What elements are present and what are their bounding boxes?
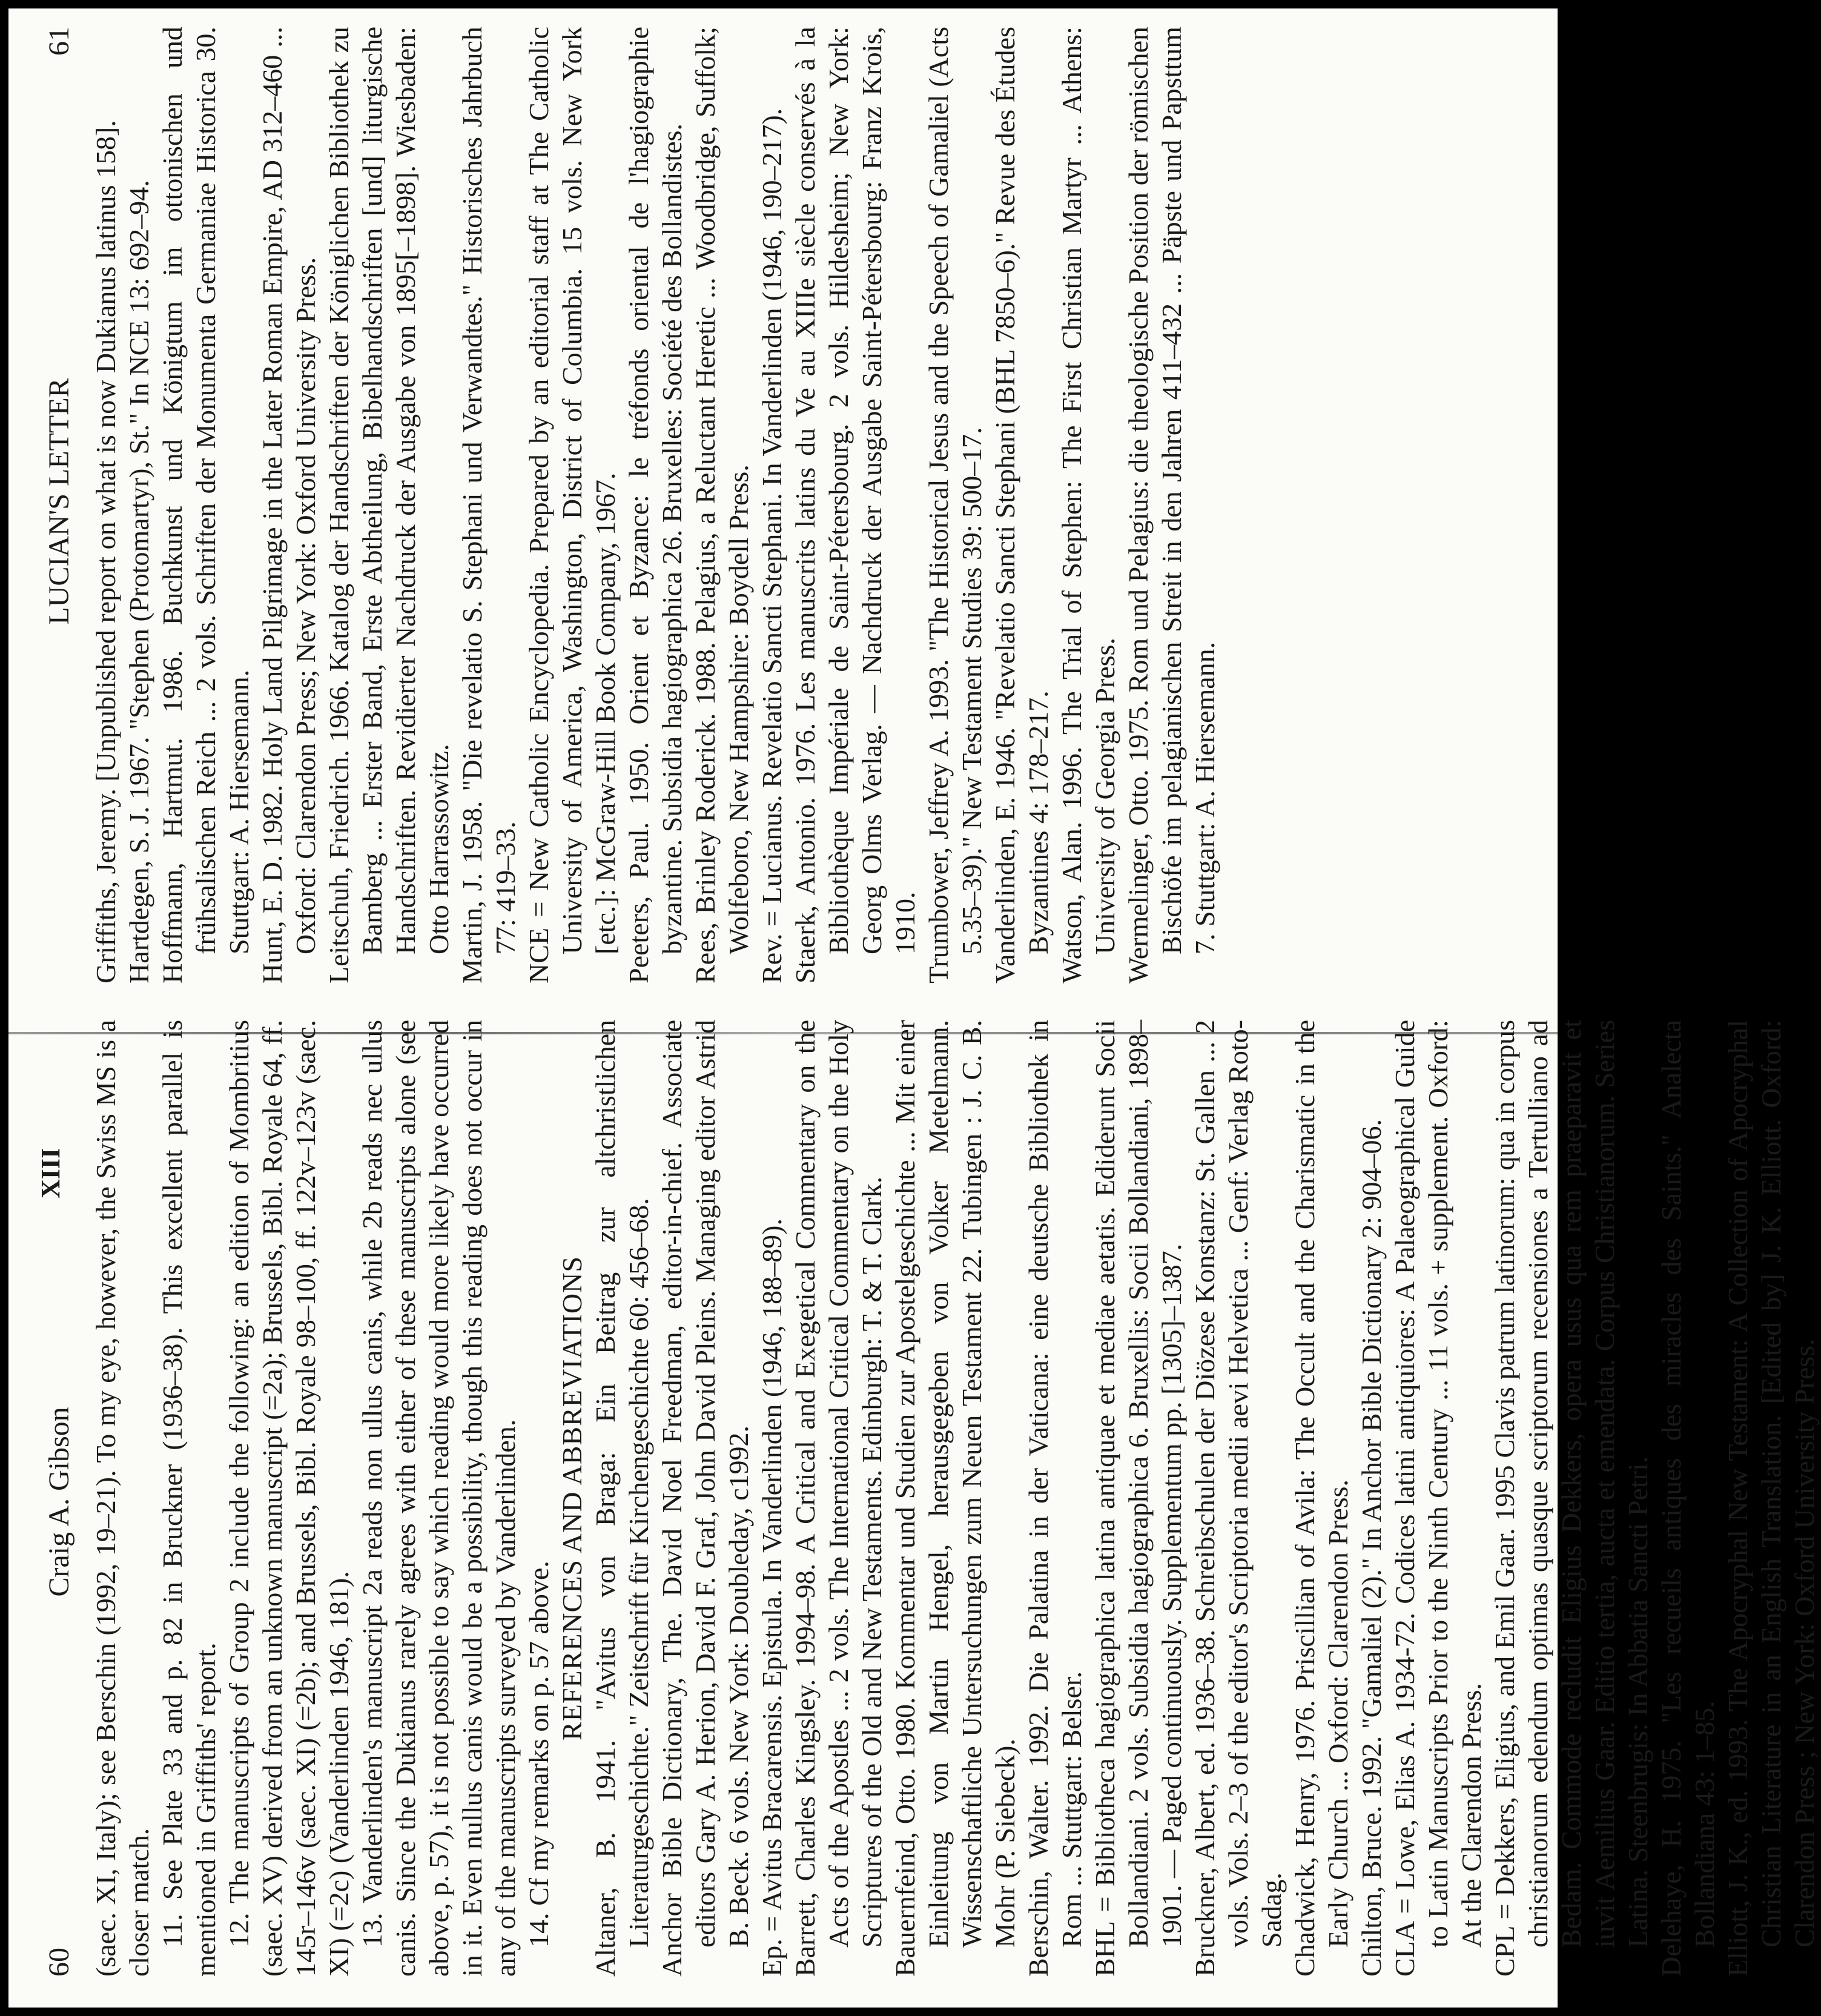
- left-page-header: [42, 1020, 76, 1977]
- reference-entry: Watson, Alan. 1996. The Trial of Stephen: The First Christian Martyr ... Athens: University of Georgia Press.: [1056, 27, 1120, 983]
- left-page: [42, 1020, 1821, 1977]
- reference-entry: Chilton, Bruce. 1992. "Gamaliel (2)." In Anchor Bible Dictionary 2: 904–06.: [1356, 1119, 1387, 1977]
- scanned-sheet: [8, 8, 1820, 2008]
- right-page: [42, 27, 1221, 983]
- margin-mark: XIII: [36, 1148, 65, 1198]
- reference-entry: Griffiths, Jeremy. [Unpublished report on what is now Dukianus latinus 158].: [90, 120, 121, 983]
- reference-entry: Staerk, Antonio. 1976. Les manuscrits latins du Ve au XIIIe siècle conservés à la Bibliothèque Impériale de Saint-Pétersbourg. 2 vols. Hildesheim; New York: Georg Olms Verlag. — Nachdruck der Ausgabe Saint-Pétersbourg: Franz Krois, 1910.: [790, 27, 920, 983]
- footnote: 13. Vanderlinden's manuscript 2a reads non ullus canis, while 2b reads nec ullus canis. Since the Dukianus rarely agrees with either of these manuscripts alone (see above, p. 57), it is not possible to say which reading would more likely have occurred in it. Even nullus canis would be a possibility, though this reading does not occur in any of the manuscripts surveyed by Vanderlinden.: [357, 1020, 521, 1977]
- footnote: 14. Cf my remarks on p. 57 above.: [523, 1561, 554, 1948]
- reference-entry: Chadwick, Henry, 1976. Priscillian of Avila: The Occult and the Charismatic in the Early Church ... Oxford: Clarendon Press.: [1289, 1020, 1353, 1977]
- page-number: 61: [43, 27, 75, 56]
- reference-entry: Anchor Bible Dictionary, The. David Noel Freedman, editor-in-chief. Associate editors Gary A. Herion, David F. Graf, John David Pleins. Managing editor Astrid B. Beck. 6 vols. New York: Doubleday, c1992.: [656, 1020, 754, 1977]
- footnote: 11. See Plate 33 and p. 82 in Bruckner (1936–38). This excellent parallel is mentioned in Griffiths' report.: [157, 1020, 221, 1977]
- reference-entry: Martin, J. 1958. "Die revelatio S. Stephani und Verwandtes." Historisches Jahrbuch 77: 419–33.: [457, 27, 521, 983]
- section-title: REFERENCES AND ABBREVIATIONS: [557, 1256, 587, 1740]
- reference-entry: Altaner, B. 1941. "Avitus von Braga: Ein Beitrag zur altchristlichen Literaturgeschichte." Zeitschrift für Kirchengeschichte 60: 456–68.: [590, 1020, 654, 1977]
- reference-entry: Rev. = Lucianus. Revelatio Sancti Stephani. In Vanderlinden (1946, 190–217).: [756, 108, 787, 983]
- reference-entry: Bruckner, Albert, ed. 1936–38. Schreibschulen der Diözese Konstanz: St. Gallen ... 2 vols. Vols. 2–3 of the editor's Scriptoria medii aevi Helvetica ... Genf: Verlag Roto-Sadag.: [1189, 1020, 1287, 1977]
- reference-entry: NCE = New Catholic Encyclopedia. Prepared by an editorial staff at The Catholic University of America, Washington, District of Columbia. 15 vols. New York [etc.]: McGraw-Hill Book Company, 1967.: [523, 27, 621, 983]
- reference-entry: Delehaye, H. 1975. "Les recueils antiques des miracles des Saints." Analecta Bollandiana 43: 1–85.: [1656, 1020, 1720, 1977]
- right-page-header: [42, 27, 76, 983]
- reference-entry: Trumbower, Jeffrey A. 1993. "The Historical Jesus and the Speech of Gamaliel (Acts 5.35–39)." New Testament Studies 39: 500–17.: [923, 27, 987, 983]
- reference-entry: Ep. = Avitus Bracarensis. Epistula. In Vanderlinden (1946, 188–89).: [756, 1218, 787, 1977]
- reference-entry: BHL = Bibliotheca hagiographica latina antiquae et mediae aetatis. Ediderunt Socii Bollandiani. 2 vols. Subsidia hagiographica 6. Bruxellis: Socii Bollandiani, 1898–1901. — Paged continuously. Supplementum pp. [1305]–1387.: [1089, 1020, 1187, 1977]
- reference-entry: Barrett, Charles Kingsley. 1994–98. A Critical and Exegetical Commentary on the Acts of the Apostles ... 2 vols. The International Critical Commentary on the Holy Scriptures of the Old and New Testaments. Edinburgh: T. & T. Clark.: [790, 1020, 887, 1977]
- reference-entry: CLA = Lowe, Elias A. 1934-72. Codices latini antiquiores: A Palaeographical Guide to Latin Manuscripts Prior to the Ninth Century ... 11 vols. + supplement. Oxford: At the Clarendon Press.: [1389, 1020, 1487, 1977]
- reference-entry: Vanderlinden, E. 1946. "Revelatio Sancti Stephani (BHL 7850–6)." Revue des Études Byzantines 4: 178–217.: [990, 27, 1054, 983]
- reference-entry: Wermelinger, Otto. 1975. Rom und Pelagius: die theologische Position der römischen Bischöfe im pelagianischen Streit in den Jahren 411–432 ... Päpste und Papsttum 7. Stuttgart: A. Hiersemann.: [1123, 27, 1220, 983]
- reference-entry: Hartdegen, S. J. 1967. "Stephen (Protomartyr), St." In NCE 13: 692–94.: [124, 180, 154, 983]
- reference-entry: Hoffmann, Hartmut. 1986. Buchkunst und Königtum im ottonischen und frühsalischen Reich ... 2 vols. Schriften der Monumenta Germaniae Historica 30. Stuttgart: A. Hiersemann.: [157, 27, 254, 983]
- reference-entry: Leitschuh, Friedrich. 1966. Katalog der Handschriften der Königlichen Bibliothek zu Bamberg ... Erster Band, Erste Abtheilung, Bibelhandschriften [und] liturgische Handschriften. Revidierter Nachdruck der Ausgabe von 1895[–1898]. Wiesbaden: Otto Harrassowitz.: [323, 27, 454, 983]
- reference-entry: Hunt, E. D. 1982. Holy Land Pilgrimage in the Later Roman Empire, AD 312–460 ... Oxford: Clarendon Press; New York: Oxford University Press.: [257, 27, 321, 983]
- reference-entry: CPL = Dekkers, Eligius, and Emil Gaar. 1995 Clavis patrum latinorum: qua in corpus christianorum edendum optimas quasque scriptorum recensiones a Tertulliano ad Bedam. Commode recludit Eligius Dekkers, opera usus qua rem praeparavit et iuvit Aemilius Gaar. Editio tertia, aucta et emendata. Corpus Christianorum. Series Latina. Steenbrugis: In Abbatia Sancti Petri.: [1489, 1020, 1653, 1977]
- page-number: 60: [43, 1948, 75, 1977]
- reference-entry: Berschin, Walter. 1992. Die Palatina in der Vaticana: eine deutsche Bibliothek in Rom ... Stuttgart: Belser.: [1023, 1020, 1087, 1977]
- footnote: (saec. XI, Italy); see Berschin (1992, 19–21). To my eye, however, the Swiss MS is a closer match.: [90, 1020, 154, 1977]
- reference-entry: Bauernfeind, Otto. 1980. Kommentar und Studien zur Apostelgeschichte ... Mit einer Einleitung von Martin Hengel, herausgegeben von Volker Metelmann. Wissenschaftliche Untersuchungen zum Neuen Testament 22. Tubingen : J. C. B. Mohr (P. Siebeck).: [890, 1020, 1020, 1977]
- running-head: LUCIAN'S LETTER: [43, 378, 75, 625]
- reference-entry: Elliott, J. K., ed. 1993. The Apocryphal New Testament: A Collection of Apocryphal Christian Literature in an English Translation. [Edited by] J. K. Elliott. Oxford: Clarendon Press ; New York: Oxford University Press.: [1722, 1020, 1820, 1977]
- footnote: 12. The manuscripts of Group 2 include the following: an edition of Mombritius (saec. XV) derived from an unknown manuscript (=2a); Brussels, Bibl. Royale 64, ff. 145r–146v (saec. XI) (=2b); and Brussels, Bibl. Royale 98–100, ff. 122v–123v (saec. XI) (=2c) (Vanderlinden 1946, 181).: [223, 1020, 354, 1977]
- reference-entry: Peeters, Paul. 1950. Orient et Byzance: le tréfonds oriental de l'hagiographie byzantine. Subsidia hagiographica 26. Bruxelles: Société des Bollandistes.: [623, 27, 687, 983]
- reference-entry: Rees, Brinley Roderick. 1988. Pelagius, a Reluctant Heretic ... Woodbridge, Suffolk; Wolfeboro, New Hampshire: Boydell Press.: [690, 27, 754, 983]
- running-head: Craig A. Gibson: [43, 1407, 75, 1597]
